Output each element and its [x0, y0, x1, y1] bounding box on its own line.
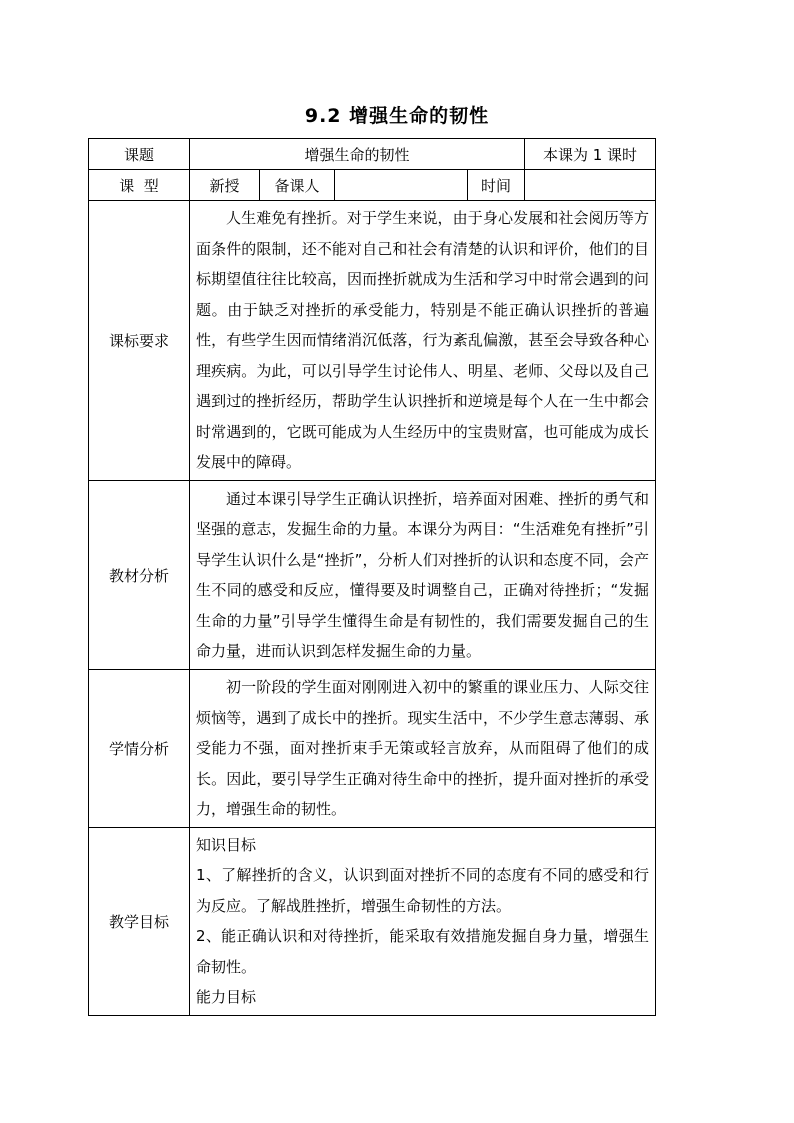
objective-item-1: 1、了解挫折的含义，认识到面对挫折不同的态度有不同的感受和行为反应。了解战胜挫折，增强生命韧性的方法。	[196, 866, 650, 915]
students-text: 初一阶段的学生面对刚刚进入初中的繁重的课业压力、人际交往烦恼等，遇到了成长中的挫折。现实生活中，不少学生意志薄弱、承受能力不强，面对挫折束手无策或轻言放弃，从而阻碍了他们的成长。因此，要引导学生正确对待生命中的挫折，提升面对挫折的承受力，增强生命的韧性。	[190, 670, 656, 828]
curriculum-label: 课标要求	[89, 201, 190, 481]
objectives-content	[190, 827, 656, 1015]
ability-heading: 能力目标	[196, 988, 257, 1006]
lesson-plan-table	[88, 138, 656, 1016]
textbook-row	[89, 481, 656, 670]
preparer-value	[335, 170, 468, 201]
class-hours: 本课为 1 课时	[525, 139, 656, 170]
textbook-label: 教材分析	[89, 481, 190, 670]
type-row	[89, 170, 656, 201]
objectives-label: 教学目标	[89, 827, 190, 1015]
curriculum-row	[89, 201, 656, 481]
time-label: 时间	[468, 170, 525, 201]
objectives-row	[89, 827, 656, 1015]
type-value: 新授	[190, 170, 260, 201]
preparer-label: 备课人	[260, 170, 335, 201]
knowledge-heading: 知识目标	[196, 835, 257, 854]
curriculum-text: 人生难免有挫折。对于学生来说，由于身心发展和社会阅历等方面条件的限制，还不能对自己和社会有清楚的认识和评价，他们的目标期望值往往比较高，因而挫折就成为生活和学习中时常会遇到的问题。由于缺乏对挫折的承受能力，特别是不能正确认识挫折的普遍性，有些学生因而情绪消沉低落，行为紊乱偏激，甚至会导致各种心理疾病。为此，可以引导学生讨论伟人、明星、老师、父母以及自己遇到过的挫折经历，帮助学生认识挫折和逆境是每个人在一生中都会时常遇到的，它既可能成为人生经历中的宝贵财富，也可能成为成长发展中的障碍。	[190, 201, 656, 481]
time-value	[525, 170, 656, 201]
students-row	[89, 670, 656, 828]
topic-row	[89, 139, 656, 170]
topic-value: 增强生命的韧性	[190, 139, 525, 170]
topic-label: 课题	[89, 139, 190, 170]
students-label: 学情分析	[89, 670, 190, 828]
textbook-text: 通过本课引导学生正确认识挫折，培养面对困难、挫折的勇气和坚强的意志，发掘生命的力量。本课分为两目：“生活难免有挫折”引导学生认识什么是“挫折”，分析人们对挫折的认识和态度不同，会产生不同的感受和反应，懂得要及时调整自己，正确对待挫折；“发掘生命的力量”引导学生懂得生命是有韧性的，我们需要发掘自己的生命力量，进而认识到怎样发掘生命的力量。	[190, 481, 656, 670]
page-title: 9.2 增强生命的韧性	[304, 105, 490, 127]
type-label: 课 型	[89, 170, 190, 201]
objective-item-2: 2、能正确认识和对待挫折，能采取有效措施发掘自身力量，增强生命韧性。	[196, 927, 650, 976]
